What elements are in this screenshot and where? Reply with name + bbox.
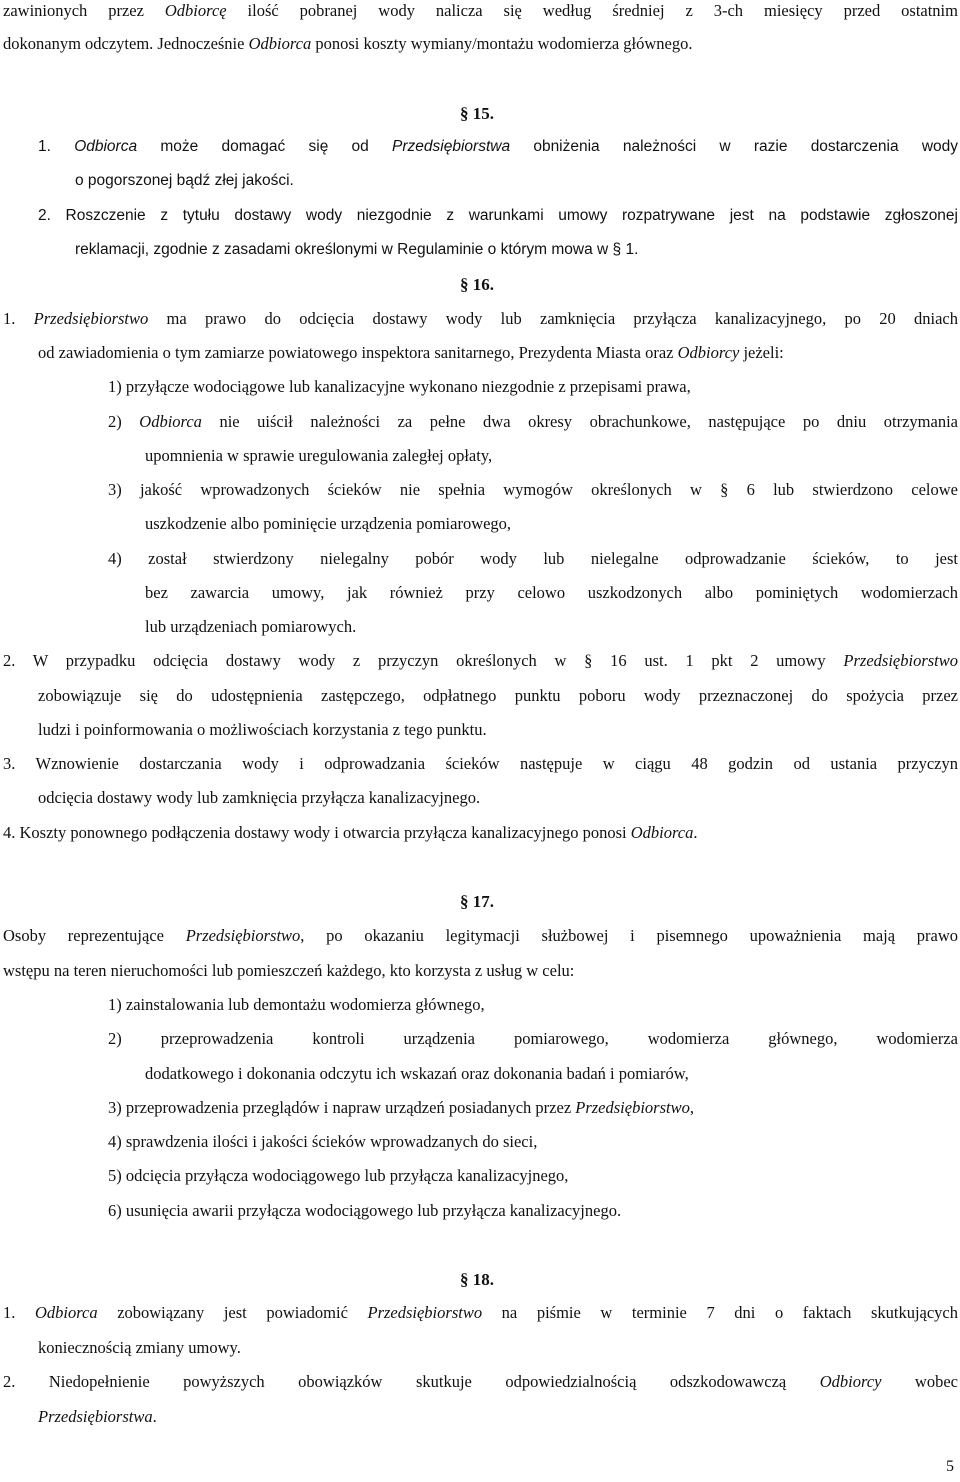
paragraph-line: reklamacji, zgodnie z zasadami określonymi w Regulaminie o którym mowa w § 1.: [75, 241, 639, 258]
list-item: lub urządzeniach pomiarowych.: [145, 617, 357, 636]
paragraph-line: 1. Odbiorca zobowiązany jest powiadomić Przedsiębiorstwo na piśmie w terminie 7 dni o faktach skutkujących: [3, 1303, 959, 1322]
body-line: zawinionych przez Odbiorcę ilość pobranej wody nalicza się według średniej z 3-ch miesięcy przed ostatnim: [3, 1, 958, 20]
paragraph-line: od zawiadomienia o tym zamiarze powiatowego inspektora sanitarnego, Prezydenta Miasta oraz Odbiorcy jeżeli:: [38, 343, 784, 362]
section-heading-18: § 18.: [460, 1270, 494, 1289]
paragraph-line: 2. W przypadku odcięcia dostawy wody z przyczyn określonych w § 16 ust. 1 pkt 2 umowy Przedsiębiorstwo: [3, 651, 958, 670]
paragraph-line: 2. Roszczenie z tytułu dostawy wody niezgodnie z warunkami umowy rozpatrywane jest na podstawie zgłoszonej: [38, 207, 958, 224]
paragraph-line: 3. Wznowienie dostarczania wody i odprowadzania ścieków następuje w ciągu 48 godzin od ustania przyczyn: [3, 754, 958, 773]
list-item: dodatkowego i dokonania odczytu ich wskazań oraz dokonania badań i pomiarów,: [145, 1064, 689, 1083]
paragraph-line: 2. Niedopełnienie powyższych obowiązków skutkuje odpowiedzialnością odszkodowawczą Odbiorcy wobec: [3, 1372, 958, 1391]
page-number: 5: [946, 1458, 954, 1475]
list-item: uszkodzenie albo pominięcie urządzenia pomiarowego,: [145, 514, 512, 533]
list-item: 2) przeprowadzenia kontroli urządzenia pomiarowego, wodomierza głównego, wodomierza: [108, 1029, 958, 1048]
list-item: 2) Odbiorca nie uiścił należności za pełne dwa okresy obrachunkowe, następujące po dniu otrzymania: [108, 412, 958, 431]
section-heading-15: § 15.: [460, 104, 494, 123]
paragraph-line: 1. Odbiorca może domagać się od Przedsiębiorstwa obniżenia należności w razie dostarczenia wody: [38, 138, 959, 155]
list-item: 6) usunięcia awarii przyłącza wodociągowego lub przyłącza kanalizacyjnego.: [108, 1201, 622, 1220]
paragraph-line: ludzi i poinformowania o możliwościach korzystania z tego punktu.: [38, 720, 487, 739]
paragraph-line: wstępu na teren nieruchomości lub pomieszczeń każdego, kto korzysta z usług w celu:: [3, 961, 575, 980]
paragraph-line: odcięcia dostawy wody lub zamknięcia przyłącza kanalizacyjnego.: [38, 788, 481, 807]
list-item: 1) przyłącze wodociągowe lub kanalizacyjne wykonano niezgodnie z przepisami prawa,: [108, 377, 691, 396]
list-item: 1) zainstalowania lub demontażu wodomierza głównego,: [108, 995, 485, 1014]
list-item: 3) jakość wprowadzonych ścieków nie spełnia wymogów określonych w § 6 lub stwierdzono celowe: [108, 480, 958, 499]
paragraph-line: Przedsiębiorstwa.: [38, 1407, 157, 1426]
section-heading-16: § 16.: [460, 275, 494, 294]
list-item: upomnienia w sprawie uregulowania zaległej opłaty,: [145, 446, 493, 465]
paragraph-line: 1. Przedsiębiorstwo ma prawo do odcięcia dostawy wody lub zamknięcia przyłącza kanalizacyjnego, po 20 dniach: [3, 309, 959, 328]
body-line: dokonanym odczytem. Jednocześnie Odbiorca ponosi koszty wymiany/montażu wodomierza głównego.: [3, 34, 693, 53]
paragraph-line: 4. Koszty ponownego podłączenia dostawy wody i otwarcia przyłącza kanalizacyjnego ponosi Odbiorca.: [3, 823, 698, 842]
list-item: 3) przeprowadzenia przeglądów i napraw urządzeń posiadanych przez Przedsiębiorstwo,: [108, 1098, 694, 1117]
list-item: 5) odcięcia przyłącza wodociągowego lub przyłącza kanalizacyjnego,: [108, 1166, 569, 1185]
paragraph-line: koniecznością zmiany umowy.: [38, 1338, 241, 1357]
list-item: bez zawarcia umowy, jak również przy celowo uszkodzonych albo pominiętych wodomierzach: [145, 583, 958, 602]
paragraph-line: Osoby reprezentujące Przedsiębiorstwo, po okazaniu legitymacji służbowej i pisemnego upoważnienia mają prawo: [3, 926, 958, 945]
paragraph-line: o pogorszonej bądź złej jakości.: [75, 172, 294, 189]
list-item: 4) sprawdzenia ilości i jakości ścieków wprowadzanych do sieci,: [108, 1132, 538, 1151]
list-item: 4) został stwierdzony nielegalny pobór wody lub nielegalne odprowadzanie ścieków, to jest: [108, 549, 958, 568]
paragraph-line: zobowiązuje się do udostępnienia zastępczego, odpłatnego punktu poboru wody przeznaczonej do spożycia przez: [38, 686, 958, 705]
section-heading-17: § 17.: [460, 892, 494, 911]
